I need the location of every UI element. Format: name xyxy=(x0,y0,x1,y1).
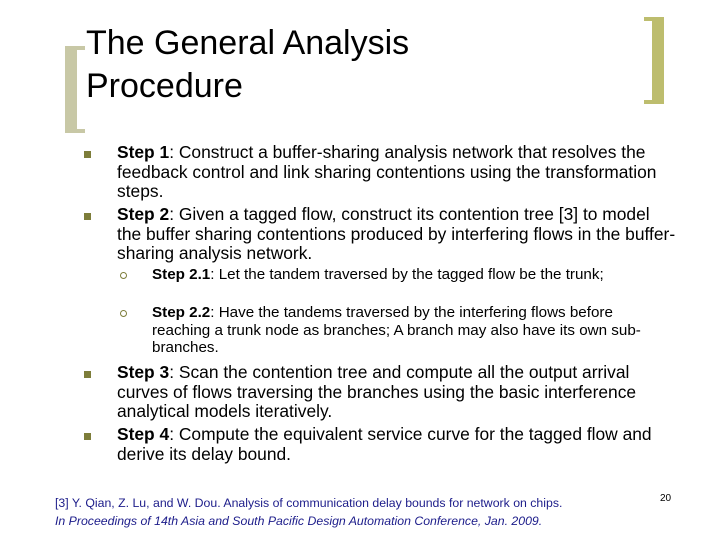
right-bracket xyxy=(652,17,664,104)
substep-2-1-text: : Let the tandem traversed by the tagged flow be the trunk; xyxy=(210,266,604,283)
step-1-text: : Construct a buffer-sharing analysis network that resolves the feedback control and link sharing contentions using the transformation steps. xyxy=(117,142,657,201)
ring-bullet-icon xyxy=(120,310,127,317)
step-4 xyxy=(117,425,672,464)
page-number: 20 xyxy=(660,493,672,504)
step-3-text: : Scan the contention tree and compute all the output arrival curves of flows traversing the branches using the basic interference analytical models iteratively. xyxy=(117,362,637,421)
bullet-icon xyxy=(84,433,91,440)
step-2-text: : Given a tagged flow, construct its contention tree [3] to model the buffer sharing contentions produced by interfering flows in the buffer-sharing analysis network. xyxy=(117,204,676,263)
reference-citation xyxy=(55,494,655,530)
substep-2-1 xyxy=(152,266,647,284)
step-3-label: Step 3 xyxy=(117,362,170,382)
bullet-icon xyxy=(84,151,91,158)
step-2-label: Step 2 xyxy=(117,204,170,224)
title-line-2: Procedure xyxy=(86,67,243,105)
step-1-label: Step 1 xyxy=(117,142,170,162)
step-2 xyxy=(117,205,677,264)
substep-2-1-label: Step 2.1 xyxy=(152,266,211,283)
right-bracket-bottom xyxy=(644,100,664,104)
step-1 xyxy=(117,143,662,202)
substep-2-2 xyxy=(152,304,652,357)
bullet-icon xyxy=(84,213,91,220)
ring-bullet-icon xyxy=(120,272,127,279)
right-bracket-top xyxy=(644,17,664,21)
bullet-icon xyxy=(84,371,91,378)
step-4-text: : Compute the equivalent service curve for the tagged flow and derive its delay bound. xyxy=(117,424,652,464)
reference-line-1: [3] Y. Qian, Z. Lu, and W. Dou. Analysis of communication delay bounds for network on chips. xyxy=(55,496,563,510)
substep-2-2-text: : Have the tandems traversed by the interfering flows before reaching a trunk node as branches; A branch may also have its own sub-branches. xyxy=(152,304,641,356)
left-bracket-top xyxy=(65,46,85,50)
left-bracket xyxy=(65,46,77,133)
step-4-label: Step 4 xyxy=(117,424,170,444)
slide-title xyxy=(86,22,409,108)
substep-2-2-label: Step 2.2 xyxy=(152,304,211,321)
step-3 xyxy=(117,363,672,422)
title-line-1: The General Analysis xyxy=(86,24,410,62)
reference-line-2: In Proceedings of 14th Asia and South Pacific Design Automation Conference, Jan. 2009. xyxy=(55,514,543,528)
left-bracket-bottom xyxy=(65,129,85,133)
